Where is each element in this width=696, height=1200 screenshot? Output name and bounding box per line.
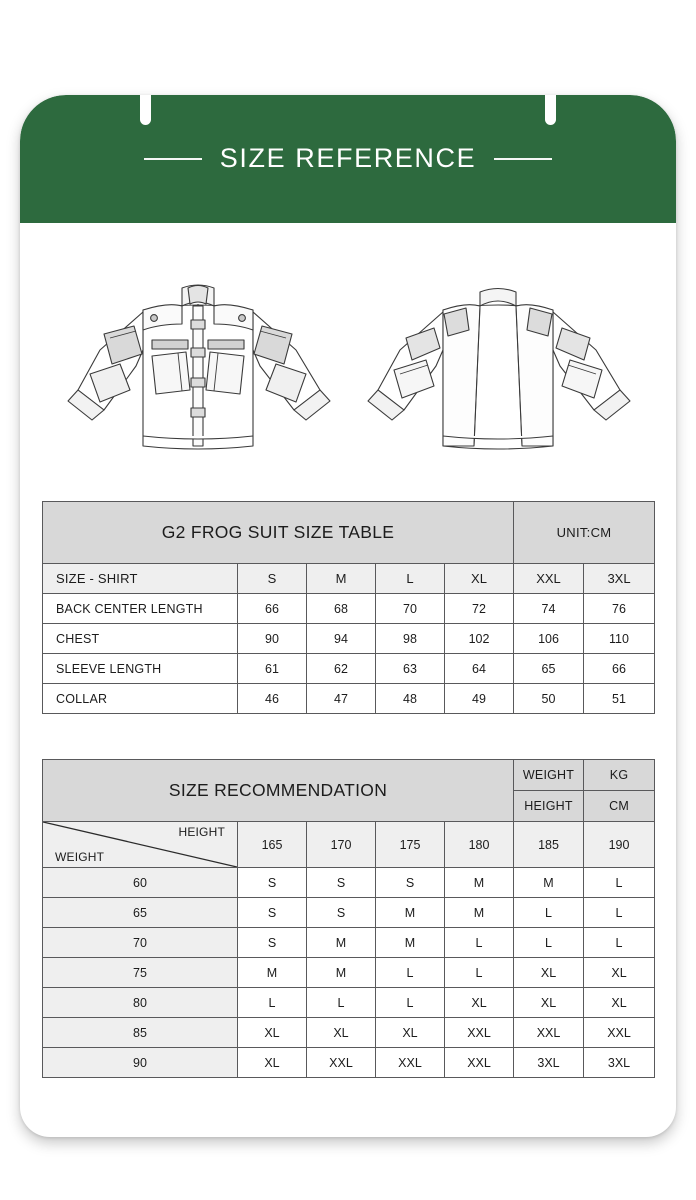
recommendation-title-row (43, 760, 655, 791)
weight-label: 90 (43, 1048, 238, 1078)
height-col-185: 185 (514, 822, 584, 868)
recommendation-header-row (43, 822, 655, 868)
title-rule-left (144, 158, 202, 160)
measure-value: 72 (445, 594, 514, 624)
table-row (43, 654, 655, 684)
recommended-size: XXL (376, 1048, 445, 1078)
measure-value: 61 (238, 654, 307, 684)
height-col-190: 190 (584, 822, 655, 868)
recommended-size: XL (584, 988, 655, 1018)
measure-label: COLLAR (43, 684, 238, 714)
measure-value: 106 (514, 624, 584, 654)
height-col-165: 165 (238, 822, 307, 868)
recommended-size: L (445, 958, 514, 988)
weight-label: 75 (43, 958, 238, 988)
table-row (43, 928, 655, 958)
recommended-size: L (584, 898, 655, 928)
page-title: SIZE REFERENCE (219, 143, 477, 173)
recommended-size: L (514, 898, 584, 928)
recommended-size: L (584, 868, 655, 898)
garment-illustrations (20, 223, 676, 488)
size-col-3xl: 3XL (584, 564, 655, 594)
table-row (43, 958, 655, 988)
size-table-row-header: SIZE - SHIRT (43, 564, 238, 594)
recommended-size: XXL (445, 1018, 514, 1048)
size-col-xl: XL (445, 564, 514, 594)
size-col-l: L (376, 564, 445, 594)
table-row (43, 1048, 655, 1078)
recommended-size: M (307, 958, 376, 988)
size-table-title-row (43, 502, 655, 564)
recommended-size: M (376, 898, 445, 928)
recommended-size: XL (584, 958, 655, 988)
jacket-back-view-icon (348, 238, 648, 473)
measure-value: 50 (514, 684, 584, 714)
recommended-size: XL (238, 1048, 307, 1078)
axis-label-weight: WEIGHT (55, 850, 105, 864)
size-col-m: M (307, 564, 376, 594)
measure-value: 94 (307, 624, 376, 654)
recommended-size: XL (307, 1018, 376, 1048)
recommended-size: S (307, 868, 376, 898)
weight-label: 60 (43, 868, 238, 898)
table-row (43, 624, 655, 654)
size-table (42, 501, 655, 714)
table-row (43, 684, 655, 714)
header-title-group (20, 143, 676, 174)
size-reference-card (20, 95, 676, 1137)
measure-value: 68 (307, 594, 376, 624)
recommended-size: XL (445, 988, 514, 1018)
measure-label: CHEST (43, 624, 238, 654)
size-table-container (42, 501, 654, 714)
measure-value: 62 (307, 654, 376, 684)
table-row (43, 1018, 655, 1048)
recommended-size: XXL (514, 1018, 584, 1048)
size-table-title: G2 FROG SUIT SIZE TABLE (43, 502, 514, 564)
measure-value: 46 (238, 684, 307, 714)
height-col-180: 180 (445, 822, 514, 868)
recommended-size: XL (514, 958, 584, 988)
height-col-175: 175 (376, 822, 445, 868)
jacket-front-view-icon (48, 238, 348, 473)
recommended-size: L (376, 988, 445, 1018)
measure-value: 47 (307, 684, 376, 714)
weight-label: 85 (43, 1018, 238, 1048)
recommended-size: S (238, 898, 307, 928)
recommended-size: XL (238, 1018, 307, 1048)
weight-label: 80 (43, 988, 238, 1018)
measure-value: 51 (584, 684, 655, 714)
recommended-size: XXL (584, 1018, 655, 1048)
recommended-size: L (238, 988, 307, 1018)
title-rule-right (494, 158, 552, 160)
recommended-size: L (307, 988, 376, 1018)
height-col-170: 170 (307, 822, 376, 868)
recommended-size: M (514, 868, 584, 898)
recommended-size: XXL (307, 1048, 376, 1078)
recommended-size: XL (376, 1018, 445, 1048)
recommended-size: M (445, 868, 514, 898)
recommended-size: 3XL (514, 1048, 584, 1078)
size-table-header-row (43, 564, 655, 594)
axis-label-height: HEIGHT (178, 825, 225, 839)
measure-value: 63 (376, 654, 445, 684)
recommended-size: XXL (445, 1048, 514, 1078)
recommendation-table (42, 759, 655, 1078)
header-banner (20, 95, 676, 223)
weight-label: 65 (43, 898, 238, 928)
recommended-size: L (376, 958, 445, 988)
measure-label: SLEEVE LENGTH (43, 654, 238, 684)
measure-value: 70 (376, 594, 445, 624)
measure-value: 65 (514, 654, 584, 684)
table-row (43, 594, 655, 624)
recommended-size: 3XL (584, 1048, 655, 1078)
table-row (43, 898, 655, 928)
table-row (43, 868, 655, 898)
measure-value: 48 (376, 684, 445, 714)
recommended-size: L (584, 928, 655, 958)
measure-value: 74 (514, 594, 584, 624)
axis-corner-cell (43, 822, 238, 868)
recommendation-title: SIZE RECOMMENDATION (43, 760, 514, 822)
recommended-size: M (445, 898, 514, 928)
measure-value: 76 (584, 594, 655, 624)
measure-label: BACK CENTER LENGTH (43, 594, 238, 624)
table-row (43, 988, 655, 1018)
height-unit-label: HEIGHT (514, 791, 584, 822)
recommended-size: XL (514, 988, 584, 1018)
size-col-xxl: XXL (514, 564, 584, 594)
hanger-notch-right (545, 95, 556, 125)
recommended-size: M (376, 928, 445, 958)
recommended-size: L (445, 928, 514, 958)
measure-value: 66 (584, 654, 655, 684)
recommended-size: M (307, 928, 376, 958)
measure-value: 49 (445, 684, 514, 714)
recommendation-table-container (42, 759, 654, 1078)
weight-unit-value: KG (584, 760, 655, 791)
hanger-notch-left (140, 95, 151, 125)
measure-value: 66 (238, 594, 307, 624)
size-col-s: S (238, 564, 307, 594)
measure-value: 98 (376, 624, 445, 654)
recommended-size: S (376, 868, 445, 898)
measure-value: 64 (445, 654, 514, 684)
measure-value: 102 (445, 624, 514, 654)
size-table-unit: UNIT:CM (514, 502, 655, 564)
recommended-size: S (238, 928, 307, 958)
height-unit-value: CM (584, 791, 655, 822)
recommended-size: M (238, 958, 307, 988)
recommended-size: S (238, 868, 307, 898)
weight-label: 70 (43, 928, 238, 958)
measure-value: 90 (238, 624, 307, 654)
recommended-size: S (307, 898, 376, 928)
weight-unit-label: WEIGHT (514, 760, 584, 791)
recommended-size: L (514, 928, 584, 958)
measure-value: 110 (584, 624, 655, 654)
